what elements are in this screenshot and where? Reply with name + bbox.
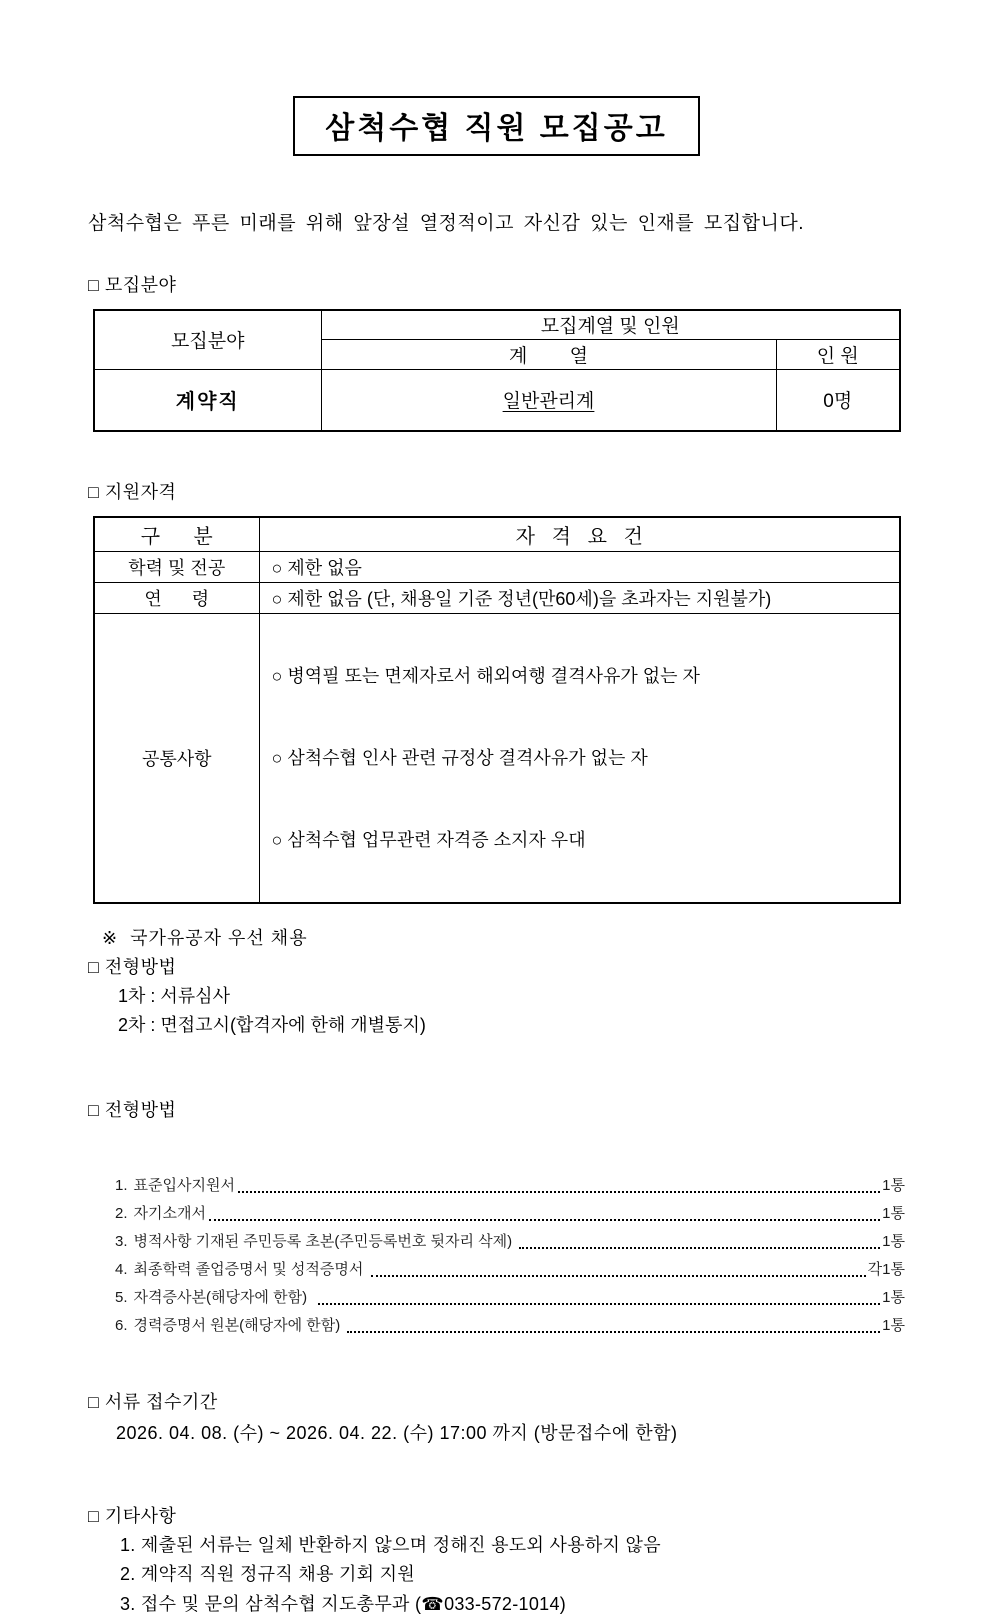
dotted-leader: [519, 1247, 880, 1249]
table-row: [94, 369, 900, 431]
table-row: [94, 582, 900, 613]
doc-item-count: 1통: [882, 1312, 905, 1340]
selection-step: 2차 : 면접고시(합격자에 한해 개별통지): [118, 1011, 905, 1040]
dotted-leader: [318, 1303, 880, 1305]
doc-item-label: 병적사항 기재된 주민등록 초본(주민등록번호 뒷자리 삭제): [134, 1228, 517, 1256]
doc-item-count: 1통: [882, 1228, 905, 1256]
doc-item-number: 5.: [115, 1284, 128, 1312]
qualification-common-line: ○ 병역필 또는 면제자로서 해외여행 결격사유가 없는 자: [272, 656, 900, 696]
etc-list: [88, 1531, 905, 1619]
section-heading-etc: □ 기타사항: [88, 1502, 905, 1528]
doc-item-label: 표준입사지원서: [134, 1172, 235, 1200]
recruit-count-header: 인 원: [776, 339, 900, 369]
document-checklist: [115, 1172, 905, 1340]
qualification-row-value: ○ 제한 없음 (단, 채용일 기준 정년(만60세)을 초과자는 지원불가): [259, 582, 900, 613]
dotted-leader: [209, 1219, 880, 1221]
doc-item-label: 자격증사본(해당자에 한함): [134, 1284, 316, 1312]
doc-item-count: 1통: [882, 1200, 905, 1228]
doc-item-count: 1통: [882, 1172, 905, 1200]
list-item: [115, 1256, 905, 1284]
qualification-common-cell: [259, 613, 900, 903]
list-item: [115, 1200, 905, 1228]
recruit-field-cell: 계약직: [94, 369, 321, 431]
doc-item-count: 1통: [882, 1284, 905, 1312]
doc-item-label: 자기소개서: [134, 1200, 206, 1228]
etc-item: 1. 제출된 서류는 일체 반환하지 않으며 정해진 용도외 사용하지 않음: [120, 1531, 905, 1561]
qualification-row-label: 학력 및 전공: [94, 551, 259, 582]
dotted-leader: [371, 1275, 866, 1277]
recruit-series-header: 계 열: [321, 339, 776, 369]
intro-text: 삼척수협은 푸른 미래를 위해 앞장설 열정적이고 자신감 있는 인재를 모집합니다.: [88, 208, 905, 235]
section-heading-documents: □ 전형방법: [88, 1096, 905, 1122]
recruit-col-header: 모집분야: [94, 310, 321, 369]
qualification-common-line: ○ 삼척수협 인사 관련 규정상 결격사유가 없는 자: [272, 738, 900, 778]
doc-item-number: 2.: [115, 1200, 128, 1228]
etc-item-phone: 3. 접수 및 문의 삼척수협 지도총무과 (☎033-572-1014): [120, 1590, 905, 1619]
dotted-leader: [347, 1331, 880, 1333]
list-item: [115, 1284, 905, 1312]
section-heading-recruit-field: □ 모집분야: [88, 271, 905, 297]
dotted-leader: [238, 1191, 880, 1193]
qualification-row-label: 공통사항: [94, 613, 259, 903]
document-title: 삼척수협 직원 모집공고: [293, 96, 699, 156]
section-heading-qualification: □ 지원자격: [88, 478, 905, 504]
doc-item-label: 경력증명서 원본(해당자에 한함): [134, 1312, 345, 1340]
doc-item-count: 각1통: [868, 1256, 905, 1284]
doc-item-number: 3.: [115, 1228, 128, 1256]
list-item: [115, 1172, 905, 1200]
table-row: [94, 551, 900, 582]
recruit-field-table: [93, 309, 901, 432]
selection-list: [88, 982, 905, 1040]
qualification-col2-header: 자 격 요 건: [259, 517, 900, 551]
qualification-row-value: ○ 제한 없음: [259, 551, 900, 582]
doc-item-number: 1.: [115, 1172, 128, 1200]
selection-step: 1차 : 서류심사: [118, 982, 905, 1011]
list-item: [115, 1312, 905, 1340]
doc-item-number: 4.: [115, 1256, 128, 1284]
section-heading-period: □ 서류 접수기간: [88, 1388, 905, 1414]
qualification-table: [93, 516, 901, 904]
recruit-group-header: 모집계열 및 인원: [321, 310, 900, 339]
qualification-col1-header: 구 분: [94, 517, 259, 551]
table-row: [94, 613, 900, 903]
qualification-common-line: ○ 삼척수협 업무관련 자격증 소지자 우대: [272, 820, 900, 860]
recruit-series-cell: 일반관리계: [321, 369, 776, 431]
document-page: [0, 96, 992, 1499]
submission-period: 2026. 04. 08. (수) ~ 2026. 04. 22. (수) 17:00 까지 (방문접수에 한함): [116, 1418, 905, 1448]
recruit-count-cell: 0명: [776, 369, 900, 431]
etc-item: 2. 계약직 직원 정규직 채용 기회 지원: [120, 1560, 905, 1590]
priority-hiring-note: ※ 국가유공자 우선 채용: [102, 925, 905, 951]
doc-item-label: 최종학력 졸업증명서 및 성적증명서: [134, 1256, 368, 1284]
list-item: [115, 1228, 905, 1256]
doc-item-number: 6.: [115, 1312, 128, 1340]
qualification-row-label: 연 령: [94, 582, 259, 613]
section-heading-selection: □ 전형방법: [88, 953, 905, 979]
